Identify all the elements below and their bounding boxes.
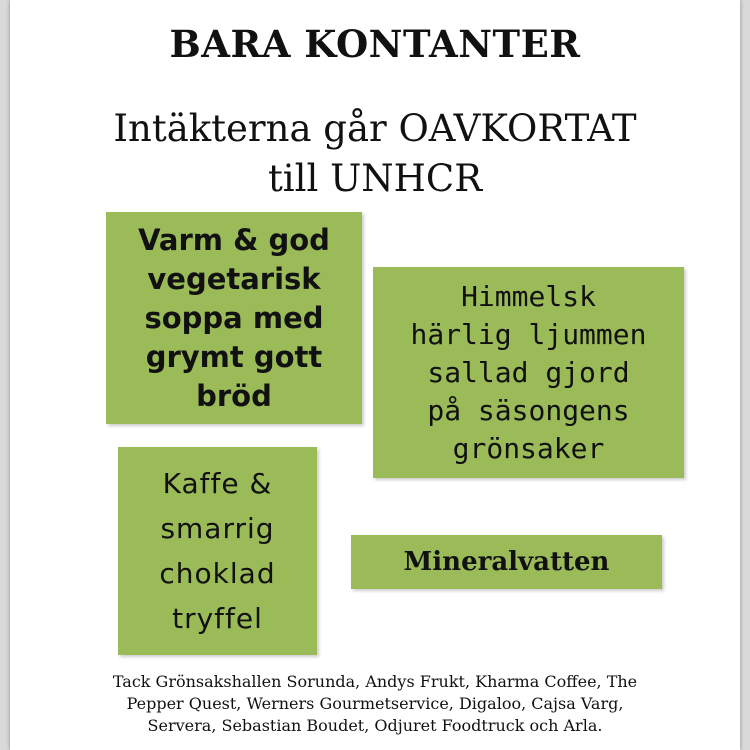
thanks-line-2: Pepper Quest, Werners Gourmetservice, Digaloo, Cajsa Varg, xyxy=(126,694,624,713)
subtitle-line-2: till UNHCR xyxy=(267,157,483,200)
page-title: BARA KONTANTER xyxy=(169,22,581,66)
thanks-line-1: Tack Grönsakshallen Sorunda, Andys Frukt, Kharma Coffee, The xyxy=(112,672,638,691)
water-text: Mineralvatten xyxy=(403,547,610,577)
salad-box xyxy=(373,267,684,478)
thanks-text xyxy=(60,671,690,737)
coffee-box xyxy=(118,447,317,655)
thanks-line-3: Servera, Sebastian Boudet, Odjuret Foodtruck och Arla. xyxy=(147,716,603,735)
subtitle-line-1: Intäkterna går OAVKORTAT xyxy=(113,107,637,150)
salad-text: Himmelsk härlig ljummen sallad gjord på säsongens grönsaker xyxy=(410,279,647,465)
soup-text: Varm & god vegetarisk soppa med grymt gott bröd xyxy=(138,222,330,413)
water-box xyxy=(351,535,662,589)
coffee-text: Kaffe & smarrig choklad tryffel xyxy=(159,467,276,635)
soup-box xyxy=(106,212,362,424)
